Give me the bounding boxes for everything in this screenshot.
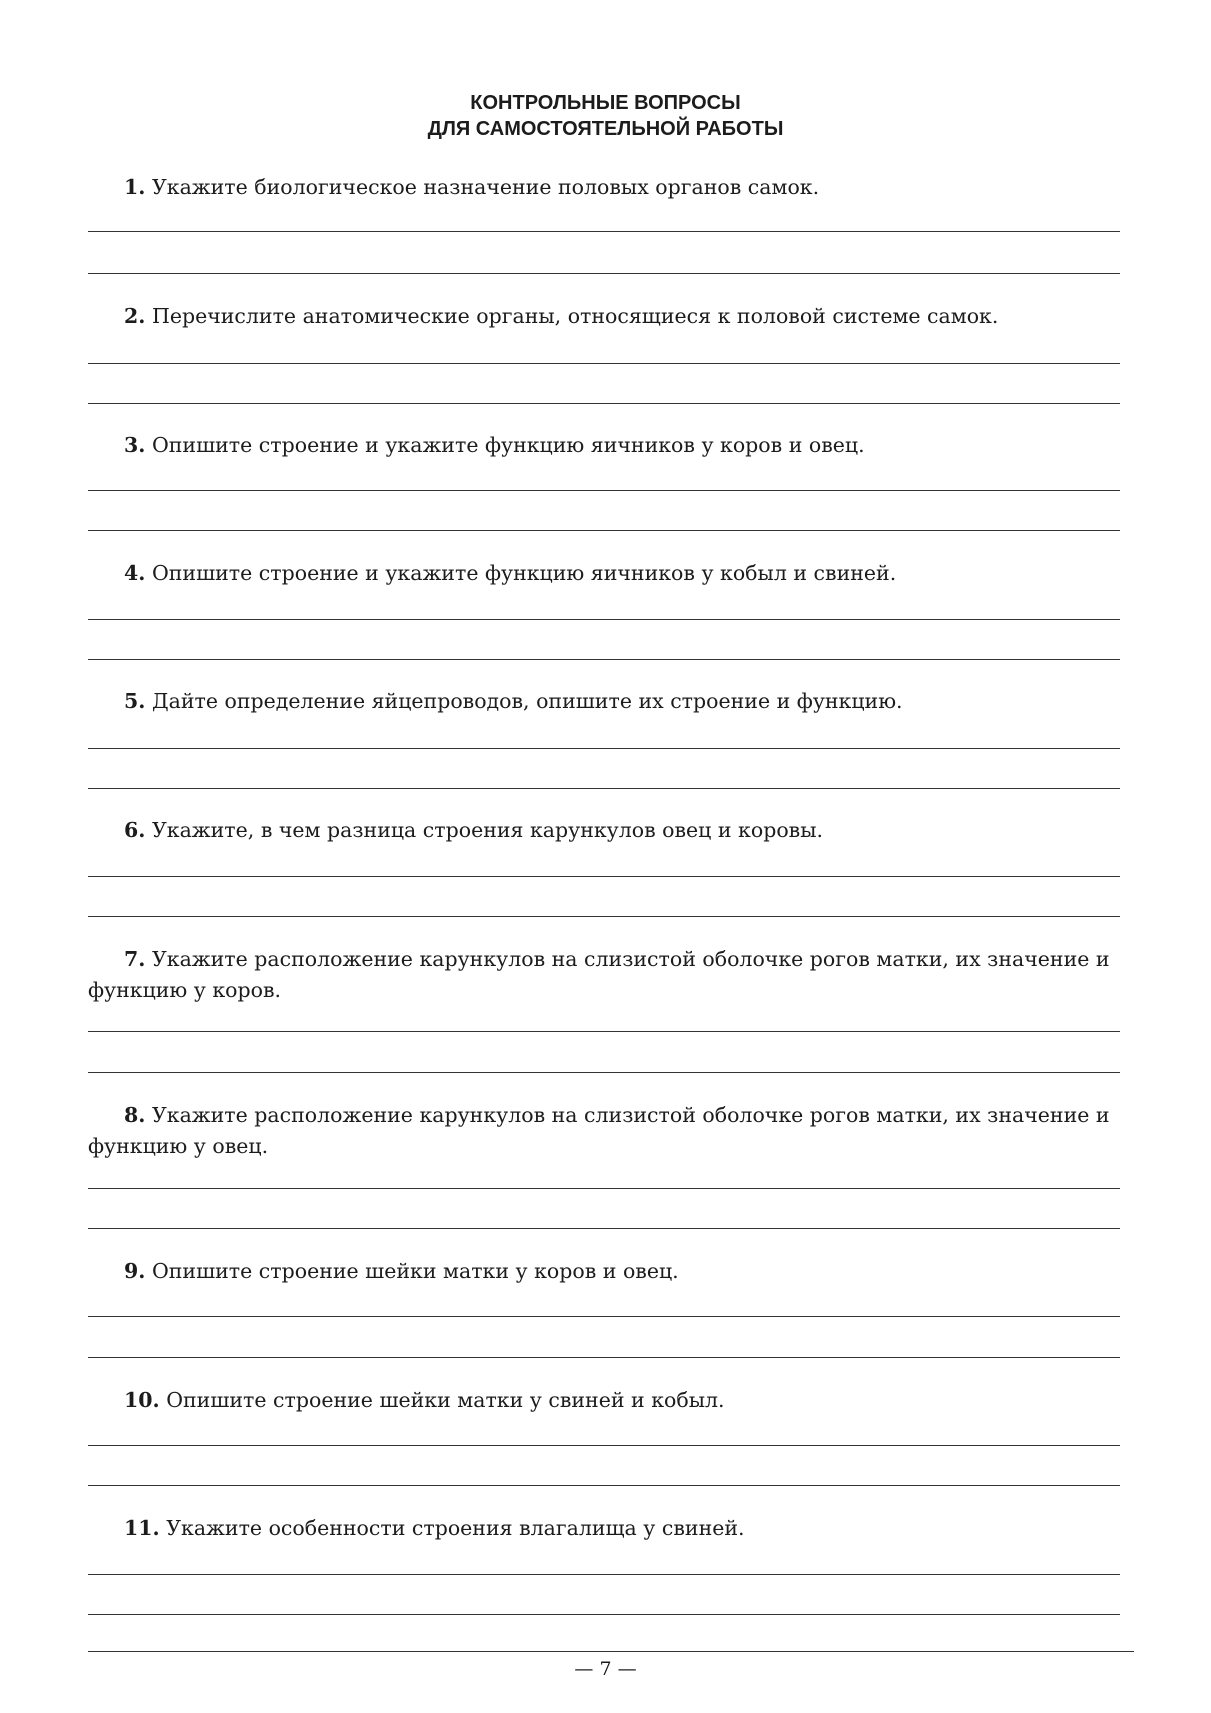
question-9 — [88, 1256, 1130, 1287]
question-text: Укажите, в чем разница строения карункулов овец и коровы. — [151, 818, 824, 842]
question-text: Дайте определение яйцепроводов, опишите их строение и функцию. — [151, 689, 903, 713]
answer-line[interactable] — [88, 530, 1120, 531]
answer-line[interactable] — [88, 876, 1120, 877]
answer-line[interactable] — [88, 619, 1120, 620]
answer-line[interactable] — [88, 1188, 1120, 1189]
question-text: Опишите строение шейки матки у коров и овец. — [151, 1259, 679, 1283]
question-text: Опишите строение шейки матки у свиней и кобыл. — [166, 1388, 725, 1412]
answer-line[interactable] — [88, 1445, 1120, 1446]
answer-line[interactable] — [88, 916, 1120, 917]
question-text: Опишите строение и укажите функцию яичников у кобыл и свиней. — [151, 561, 897, 585]
page-number: — 7 — — [574, 1658, 637, 1680]
question-number: 11. — [124, 1516, 160, 1540]
question-10 — [88, 1385, 1130, 1416]
question-number: 10. — [124, 1388, 160, 1412]
question-2 — [88, 301, 1130, 332]
question-4 — [88, 558, 1130, 589]
question-11 — [88, 1513, 1130, 1544]
question-5 — [88, 686, 1130, 717]
question-3 — [88, 430, 1130, 461]
answer-line[interactable] — [88, 1485, 1120, 1486]
question-8 — [88, 1100, 1130, 1162]
question-number: 6. — [124, 818, 146, 842]
question-7 — [88, 944, 1130, 1006]
question-text: Укажите расположение карункулов на слизистой оболочке рогов матки, их значение и функцию у овец. — [88, 1103, 1110, 1158]
answer-line[interactable] — [88, 1072, 1120, 1073]
question-number: 3. — [124, 433, 146, 457]
answer-line[interactable] — [88, 490, 1120, 491]
page-title — [0, 90, 1211, 142]
question-number: 5. — [124, 689, 146, 713]
question-6 — [88, 815, 1130, 846]
question-number: 9. — [124, 1259, 146, 1283]
page-title-line-2: ДЛЯ САМОСТОЯТЕЛЬНОЙ РАБОТЫ — [427, 118, 784, 140]
question-number: 4. — [124, 561, 146, 585]
answer-line[interactable] — [88, 273, 1120, 274]
question-text: Укажите расположение карункулов на слизистой оболочке рогов матки, их значение и функцию у коров. — [88, 947, 1110, 1002]
question-number: 2. — [124, 304, 146, 328]
answer-line[interactable] — [88, 1316, 1120, 1317]
question-text: Опишите строение и укажите функцию яичников у коров и овец. — [151, 433, 865, 457]
answer-line[interactable] — [88, 788, 1120, 789]
answer-line[interactable] — [88, 363, 1120, 364]
question-text: Перечислите анатомические органы, относящиеся к половой системе самок. — [151, 304, 999, 328]
question-text: Укажите биологическое назначение половых органов самок. — [151, 175, 820, 199]
question-number: 1. — [124, 175, 146, 199]
question-text: Укажите особенности строения влагалища у свиней. — [166, 1516, 745, 1540]
answer-line[interactable] — [88, 1574, 1120, 1575]
question-1 — [88, 172, 1130, 203]
answer-line[interactable] — [88, 1614, 1120, 1615]
footer-divider — [88, 1651, 1134, 1652]
answer-line[interactable] — [88, 231, 1120, 232]
answer-line[interactable] — [88, 403, 1120, 404]
question-number: 7. — [124, 947, 146, 971]
answer-line[interactable] — [88, 659, 1120, 660]
answer-line[interactable] — [88, 1228, 1120, 1229]
answer-line[interactable] — [88, 748, 1120, 749]
question-number: 8. — [124, 1103, 146, 1127]
answer-line[interactable] — [88, 1031, 1120, 1032]
answer-line[interactable] — [88, 1357, 1120, 1358]
page-title-line-1: КОНТРОЛЬНЫЕ ВОПРОСЫ — [470, 92, 741, 114]
